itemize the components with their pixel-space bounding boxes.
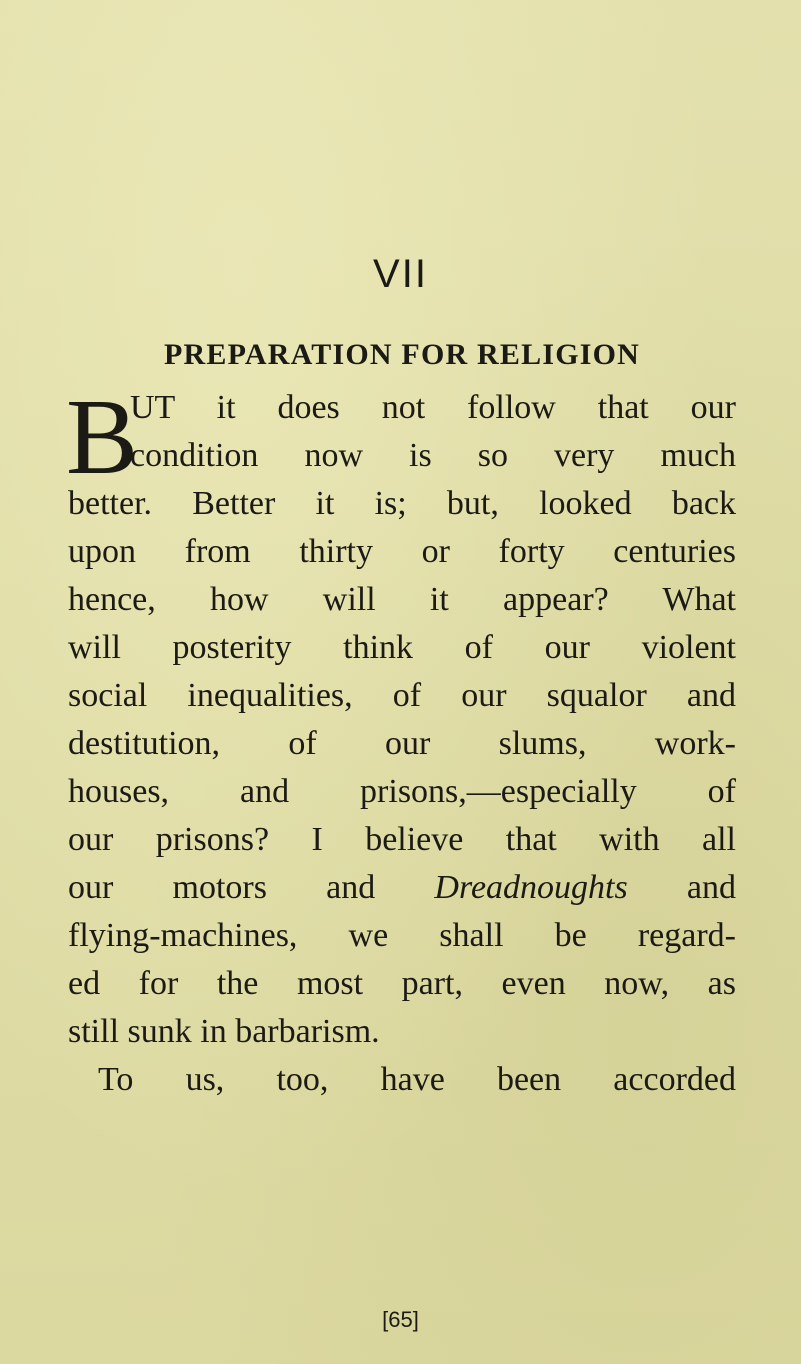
paragraph-start-line: To us, too, have been accorded	[98, 1061, 736, 1098]
drop-cap: B	[66, 378, 139, 497]
text-line: better. Better it is; but, looked back	[68, 485, 736, 522]
text-line: will posterity think of our violent	[68, 629, 736, 666]
text-line: our prisons? I believe that with all	[68, 821, 736, 858]
italic-term: Dreadnoughts	[434, 869, 628, 906]
text-line: ed for the most part, even now, as	[68, 965, 736, 1002]
text-line: condition now is so very much	[130, 437, 736, 474]
text-segment: our motors and	[68, 869, 435, 906]
text-segment: and	[627, 869, 736, 906]
text-line: hence, how will it appear? What	[68, 581, 736, 618]
text-line: houses, and prisons,—especially of	[68, 773, 736, 810]
paragraph-end-line: still sunk in barbarism.	[68, 1013, 380, 1050]
text-line: UT it does not follow that our	[130, 389, 736, 426]
chapter-number: VII	[373, 252, 428, 296]
text-line: flying-machines, we shall be regard-	[68, 917, 736, 954]
text-line: social inequalities, of our squalor and	[68, 677, 736, 714]
page-number: [65]	[382, 1307, 419, 1332]
text-line: upon from thirty or forty centuries	[68, 533, 736, 570]
text-line: destitution, of our slums, work-	[68, 725, 736, 762]
body-text	[66, 378, 736, 1104]
text-line-with-italic	[68, 864, 736, 912]
chapter-title: PREPARATION FOR RELIGION	[163, 338, 641, 371]
